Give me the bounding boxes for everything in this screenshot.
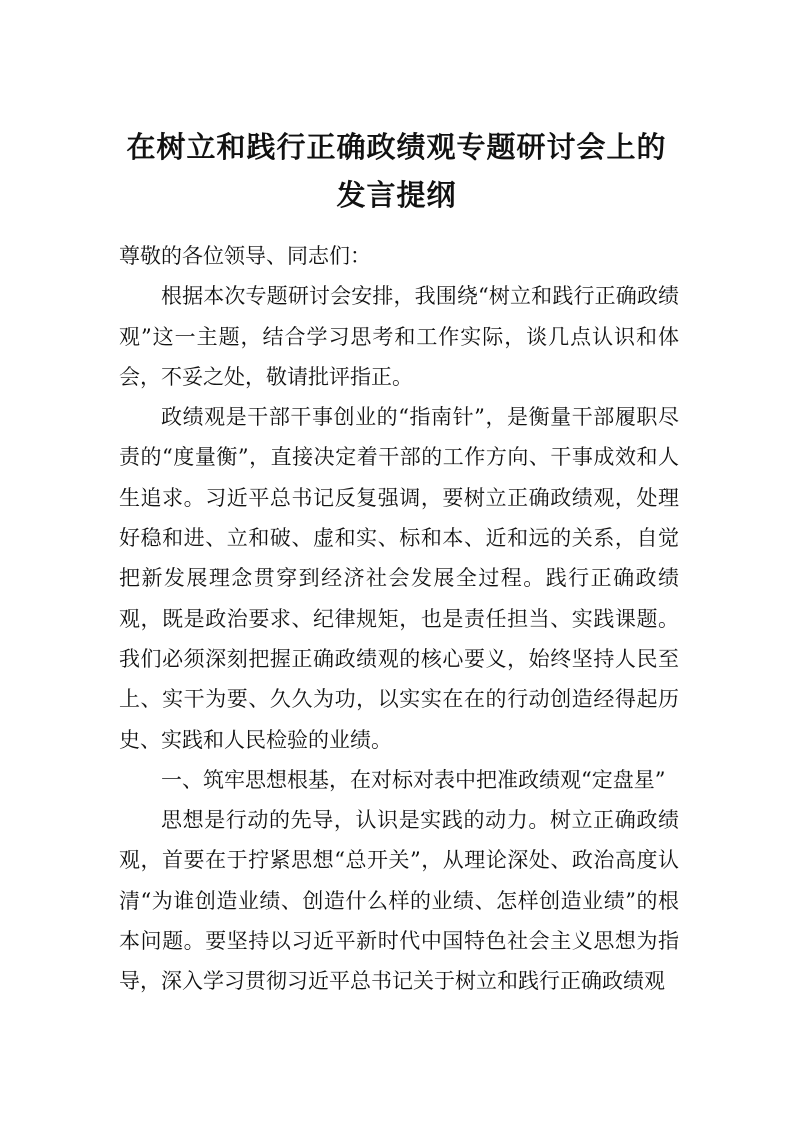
paragraph-intro: 根据本次专题研讨会安排，我围绕“树立和践行正确政绩观”这一主题，结合学习思考和工作实际，谈几点认识和体会，不妥之处，敬请批评指正。 — [119, 284, 679, 389]
document-title-line-1: 在树立和践行正确政绩观专题研讨会上的 — [126, 130, 667, 164]
document-title-line-2: 发言提纲 — [336, 178, 457, 212]
paragraph-background: 政绩观是干部干事创业的“指南针”，是衡量干部履职尽责的“度量衡”，直接决定着干部的工作方向、干事成效和人生追求。习近平总书记反复强调，要树立正确政绩观，处理好稳和进、立和破、虚和实、标和本、近和远的关系，自觉把新发展理念贯穿到经济社会发展全过程。践行正确政绩观，既是政治要求、纪律规矩，也是责任担当、实践课题。我们必须深刻把握正确政绩观的核心要义，始终坚持人民至上、实干为要、久久为功，以实实在在的行动创造经得起历史、实践和人民检验的业绩。 — [119, 405, 679, 752]
salutation: 尊敬的各位领导、同志们： — [119, 244, 371, 268]
paragraph-section-1: 思想是行动的先导，认识是实践的动力。树立正确政绩观，首要在于拧紧思想“总开关”，从理论深处、政治高度认清“为谁创造业绩、创造什么样的业绩、怎样创造业绩”的根本问题。要坚持以习近平新时代中国特色社会主义思想为指导，深入学习贯彻习近平总书记关于树立和践行正确政绩观 — [119, 808, 679, 994]
document-body — [119, 236, 679, 1002]
section-heading-1: 一、筑牢思想根基，在对标对表中把准政绩观“定盘星” — [161, 767, 666, 792]
